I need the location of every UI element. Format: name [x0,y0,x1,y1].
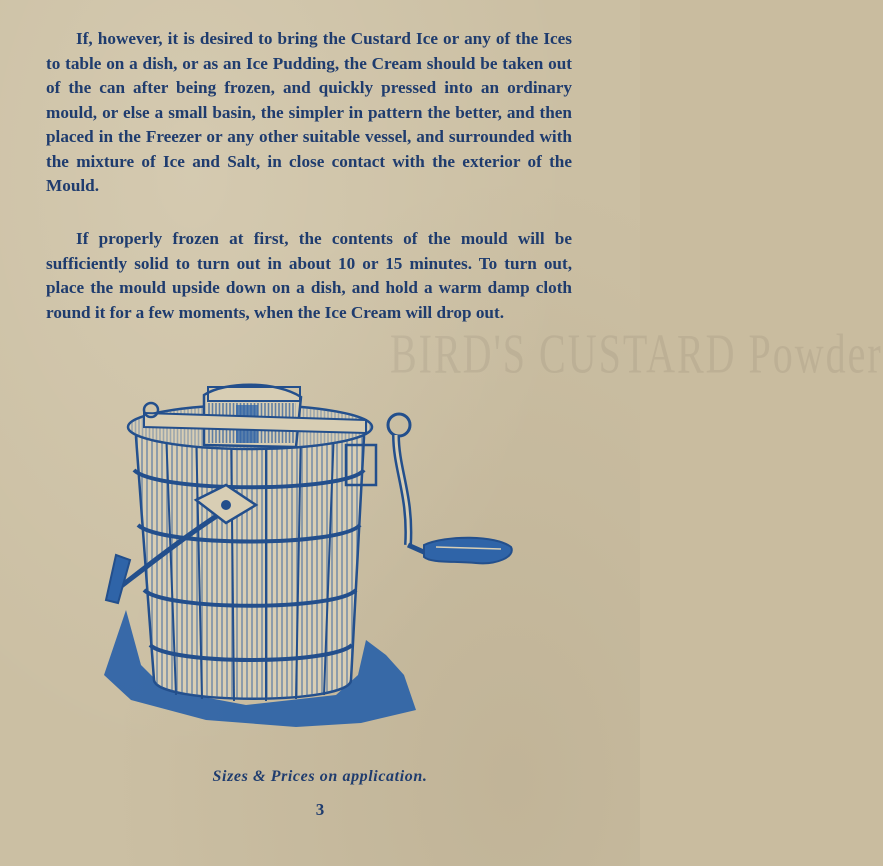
ice-cream-freezer-icon [96,375,526,760]
crank-handle [388,414,512,563]
crank-grip [424,538,512,564]
page-number: 3 [315,800,325,819]
paragraph-2: If properly frozen at first, the contents of the mould will be sufficiently solid to turn out in about 10 or 15 minutes. To turn out, place the mould upside down on a dish, and hold a warm damp cloth round it for a few moments, when the Ice Cream will drop out. [46,229,572,322]
illustration-caption: Sizes & Prices on application. [212,768,428,785]
paragraph-1: If, however, it is desired to bring the Custard Ice or any of the Ices to table on a dish, or as an Ice Pudding, the Cream should be taken out of the can after being frozen, and quickly pressed into an ordinary mould, or else a small basin, the simpler in pattern the better, and then placed in the Freezer or any other suitable vessel, and surrounded with the mixture of Ice and Salt, in close contact with the exterior of the Mould. [46,29,572,195]
show-through-text: BIRD'S CUSTARD Powder [390,322,883,385]
